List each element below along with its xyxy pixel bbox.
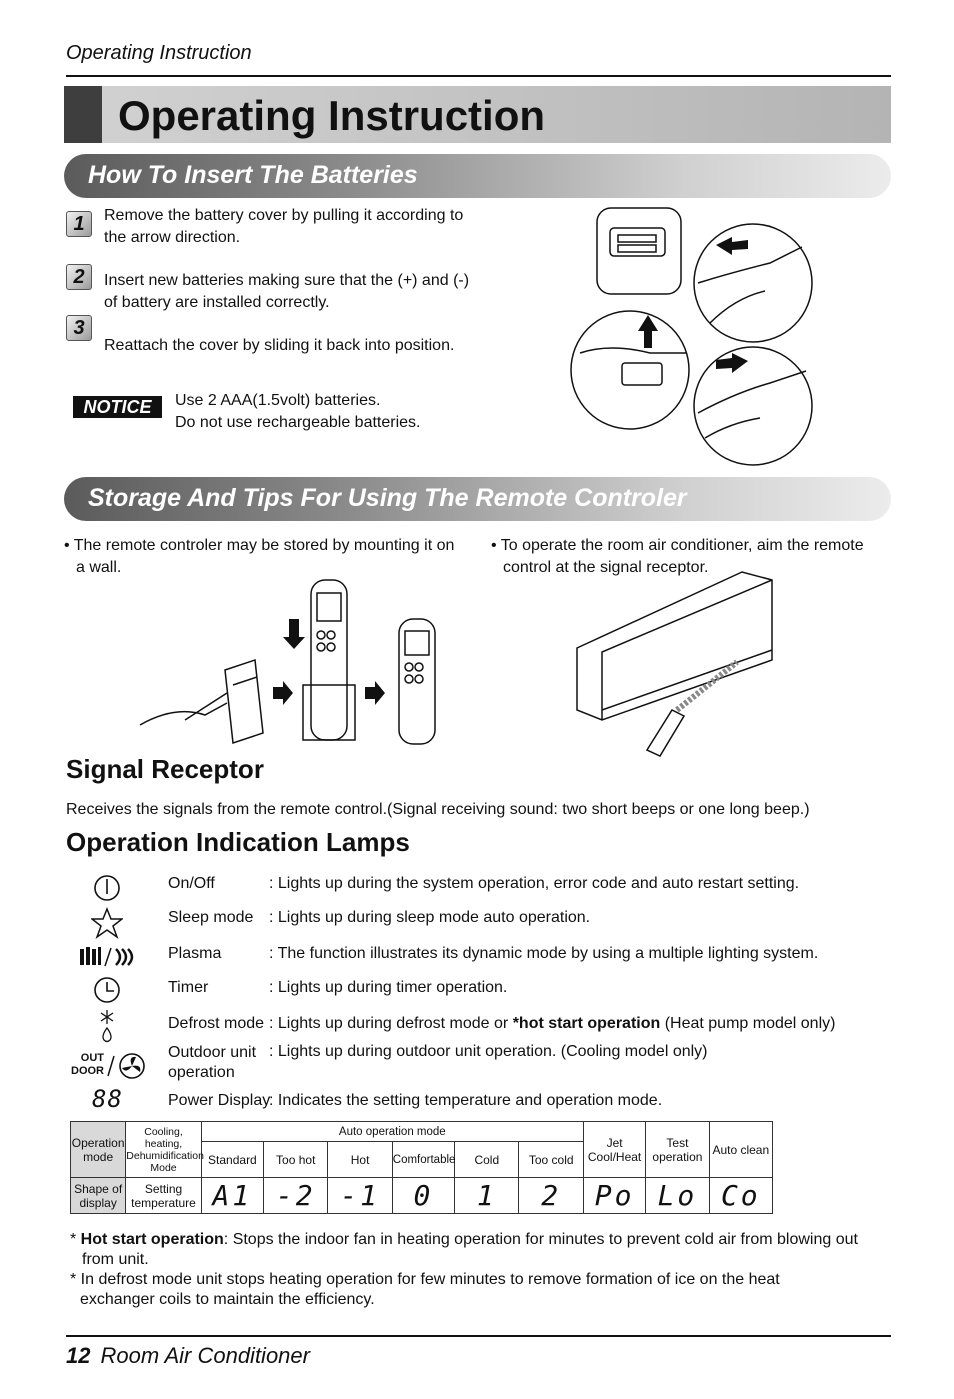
step-1-number: 1 <box>66 211 92 237</box>
hand-outline <box>710 291 765 323</box>
lamps-heading: Operation Indication Lamps <box>66 827 410 857</box>
hand-outline <box>705 418 760 438</box>
page-title: Operating Instruction <box>118 92 546 139</box>
lamp-label-timer: Timer <box>168 979 209 996</box>
defrost-desc-part2: (Heat pump model only) <box>660 1015 836 1032</box>
outdoor-fan-icon <box>106 1052 146 1080</box>
step-2-text <box>104 270 469 314</box>
battery-cover <box>622 363 662 385</box>
lamp-desc-power-display: : Indicates the setting temperature and operation mode. <box>269 1092 663 1109</box>
step2-circle <box>571 311 689 429</box>
table-header-operation-mode: Operation mode <box>71 1122 126 1178</box>
table-header-too-hot: Too hot <box>264 1142 328 1178</box>
display-glyph-a1: A1 <box>201 1178 263 1214</box>
footnote-hot-start-cont: from unit. <box>82 1251 149 1268</box>
lamp-desc-timer: : Lights up during timer operation. <box>269 979 508 996</box>
table-cell-setting-temperature: Setting temperature <box>126 1178 201 1214</box>
storage-section-bar <box>64 477 891 521</box>
table-header-shape-of-display: Shape of display <box>71 1178 126 1214</box>
storage-heading: Storage And Tips For Using The Remote Controler <box>88 484 687 512</box>
defrost-desc-bold: *hot start operation <box>512 1015 661 1032</box>
indoor-unit-edge <box>602 580 772 720</box>
remote-screen <box>405 631 429 655</box>
step-2-line1: Insert new batteries making sure that the (+) and (-) <box>104 272 470 289</box>
footnote-defrost-cont: exchanger coils to maintain the efficiency. <box>80 1291 375 1308</box>
battery-insertion-illustration <box>570 203 820 471</box>
arrow-up-icon <box>638 315 658 348</box>
hand-outline <box>580 348 686 353</box>
footer-rule <box>66 1335 891 1337</box>
battery-cell <box>618 245 656 252</box>
lamp-label-sleep: Sleep mode <box>168 909 254 926</box>
outdoor-icon-label <box>70 1052 104 1078</box>
title-accent-block <box>64 86 102 143</box>
footnote-hot-start-term: Hot start operation <box>80 1231 224 1248</box>
display-glyph-lo: Lo <box>646 1178 709 1214</box>
storage-tip-left-line1: • The remote controler may be stored by mounting it on <box>64 537 455 554</box>
remote-control <box>647 710 684 756</box>
outdoor-icon-text-door: DOOR <box>71 1065 104 1077</box>
table-header-cold: Cold <box>455 1142 519 1178</box>
hand-outline <box>698 247 802 283</box>
step-2-line2: of battery are installed correctly. <box>104 294 330 311</box>
notice-badge: NOTICE <box>73 396 162 418</box>
lamp-label-plasma: Plasma <box>168 945 222 962</box>
step-3-number: 3 <box>66 315 92 341</box>
display-glyph-2: 2 <box>519 1178 583 1214</box>
lamp-desc-outdoor: : Lights up during outdoor unit operation. (Cooling model only) <box>269 1043 708 1060</box>
screwdriver-hand <box>140 703 227 725</box>
lamp-label-outdoor-line1: Outdoor unit <box>168 1044 257 1061</box>
wall-mount-illustration <box>135 575 450 747</box>
plasma-icon <box>78 945 138 969</box>
batteries-section-bar <box>64 154 891 198</box>
lamp-label-defrost: Defrost mode <box>168 1015 265 1032</box>
step-1-text <box>104 205 463 249</box>
notice-line2: Do not use rechargeable batteries. <box>175 414 421 431</box>
arrow-right-icon <box>273 681 293 705</box>
display-glyph-minus2: -2 <box>264 1178 328 1214</box>
display-glyph-minus1: -1 <box>328 1178 392 1214</box>
notice-line1: Use 2 AAA(1.5volt) batteries. <box>175 392 381 409</box>
table-header-comfortable: Comfortable <box>392 1142 454 1178</box>
lamp-label-outdoor-line2: operation <box>168 1064 235 1081</box>
page-number: 12 <box>66 1343 91 1368</box>
header-rule <box>66 75 891 77</box>
page-footer <box>66 1343 310 1369</box>
footnote-defrost-text: In defrost mode unit stops heating operation for few minutes to remove formation of ice on the heat <box>80 1271 780 1288</box>
remote-screen <box>317 593 341 621</box>
storage-tip-left <box>64 535 454 579</box>
footnote-hot-start-text: : Stops the indoor fan in heating operation for minutes to prevent cold air from blowing out <box>223 1231 858 1248</box>
arrow-down-icon <box>283 619 305 649</box>
wall-holder <box>225 660 263 743</box>
indoor-unit-body <box>577 572 772 720</box>
display-glyph-1: 1 <box>455 1178 519 1214</box>
signal-receptor-text: Receives the signals from the remote control.(Signal receiving sound: two short beeps or one long beep.) <box>66 801 810 818</box>
table-header-too-cold: Too cold <box>519 1142 583 1178</box>
table-header-test: Test operation <box>646 1122 709 1178</box>
table-header-cooling-group: Cooling, heating, Dehumidification Mode <box>126 1122 201 1178</box>
hand-outline <box>698 371 806 413</box>
notice-text <box>175 390 420 434</box>
lamp-label-power-display: Power Display <box>168 1092 271 1109</box>
air-conditioner-illustration <box>572 570 782 765</box>
battery-cell <box>618 235 656 242</box>
page-title-bar <box>64 86 891 143</box>
table-header-jet: Jet Cool/Heat <box>583 1122 645 1178</box>
power-icon <box>93 874 121 902</box>
footer-product: Room Air Conditioner <box>100 1343 310 1368</box>
step-3-text: Reattach the cover by sliding it back into position. <box>104 337 455 354</box>
table-header-auto-clean: Auto clean <box>709 1122 772 1178</box>
indoor-unit-vent <box>602 650 772 710</box>
display-glyph-0: 0 <box>392 1178 454 1214</box>
display-glyph-co: Co <box>709 1178 772 1214</box>
lamp-desc-defrost <box>269 1014 835 1034</box>
storage-tip-right-line1: • To operate the room air conditioner, aim the remote <box>491 537 864 554</box>
defrost-icon <box>96 1008 118 1044</box>
running-header: Operating Instruction <box>66 42 252 64</box>
clock-icon <box>93 976 121 1004</box>
signal-receptor-heading: Signal Receptor <box>66 754 264 784</box>
step-1-line2: the arrow direction. <box>104 229 241 246</box>
table-header-standard: Standard <box>201 1142 263 1178</box>
lamp-desc-plasma: : The function illustrates its dynamic mode by using a multiple lighting system. <box>269 945 819 962</box>
display-glyph-po: Po <box>583 1178 645 1214</box>
lamp-label-outdoor <box>168 1043 256 1083</box>
digit-display-icon: 88 <box>92 1085 123 1113</box>
holder-slot <box>233 677 257 685</box>
operation-mode-table <box>70 1121 773 1214</box>
footnote-hot-start: * Hot start operation: Stops the indoor fan in heating operation for minutes to prevent cold air from blowing out from unit. <box>70 1230 870 1270</box>
step-1-line1: Remove the battery cover by pulling it according to <box>104 207 464 224</box>
arrow-left-icon <box>716 237 748 255</box>
batteries-heading: How To Insert The Batteries <box>88 161 418 189</box>
star-icon <box>91 907 123 939</box>
signal-beam <box>677 662 737 710</box>
storage-tip-left-line2: a wall. <box>76 559 122 576</box>
lamp-desc-onoff: : Lights up during the system operation, error code and auto restart setting. <box>269 875 800 892</box>
footnote-defrost: * In defrost mode unit stops heating operation for few minutes to remove formation of ice on the heat exchanger coils to maintain the efficiency. <box>70 1270 870 1310</box>
outdoor-icon-text-out: OUT <box>80 1052 104 1064</box>
table-header-hot: Hot <box>328 1142 392 1178</box>
storage-tip-right-line2: control at the signal receptor. <box>503 559 709 576</box>
step-2-number: 2 <box>66 264 92 290</box>
arrow-right-icon <box>365 681 385 705</box>
table-header-auto-group: Auto operation mode <box>201 1122 583 1142</box>
lamp-desc-sleep: : Lights up during sleep mode auto operation. <box>269 909 591 926</box>
lamp-label-onoff: On/Off <box>168 875 215 892</box>
step1-circle <box>694 224 812 342</box>
defrost-desc-part1: : Lights up during defrost mode or <box>269 1015 513 1032</box>
